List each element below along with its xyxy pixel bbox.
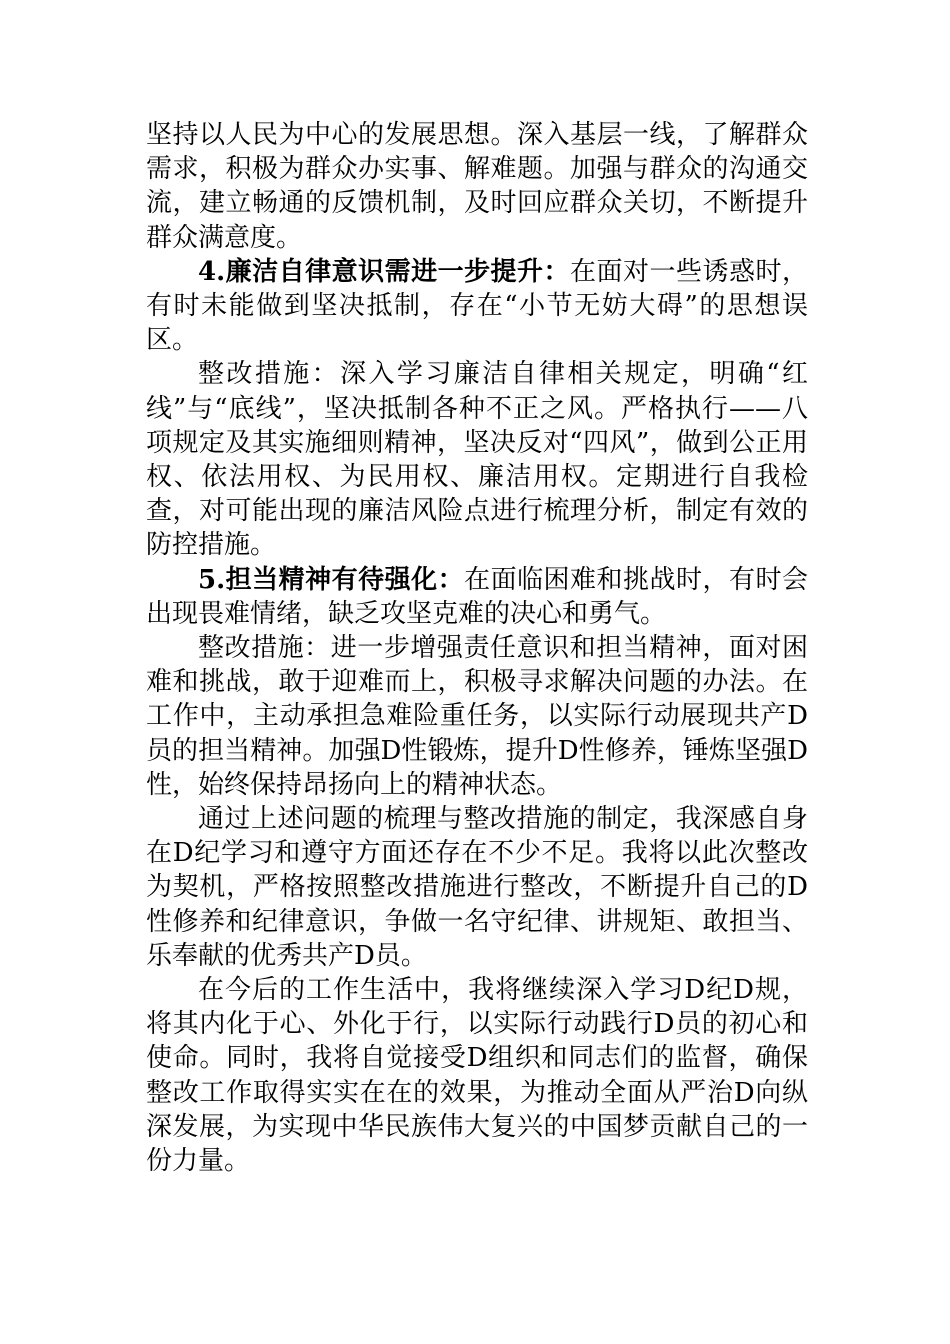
paragraph-text: 通过上述问题的梳理与整改措施的制定，我深感自身在D纪学习和遵守方面还存在不少不足。我将以此次整改为契机，严格按照整改措施进行整改，不断提升自己的D性修养和纪律意识，争做一名守纪律、讲规矩、敢担当、乐奉献的优秀共产D员。 [146,804,808,971]
document-page [146,118,808,1178]
item-5-text: 在面临困难和挑战时，有时会出现畏难情绪，缺乏攻坚克难的决心和勇气。 [146,564,808,629]
paragraph-text: 整改措施：进一步增强责任意识和担当精神，面对困难和挑战，敢于迎难而上，积极寻求解决问题的办法。在工作中，主动承担急难险重任务，以实际行动展现共产D员的担当精神。加强D性锻炼，提升D性修养，锤炼坚强D性，始终保持昂扬向上的精神状态。 [146,633,808,800]
paragraph-summary [146,802,808,973]
paragraph-conclusion [146,973,808,1178]
paragraph-item-5 [146,563,808,631]
paragraph-item-4-measures [146,357,808,562]
paragraph-continuation [146,118,808,255]
item-5-heading: 5.担当精神有待强化： [198,564,465,595]
paragraph-item-5-measures [146,631,808,802]
item-4-heading: 4.廉洁自律意识需进一步提升： [198,256,571,287]
paragraph-text: 坚持以人民为中心的发展思想。深入基层一线，了解群众需求，积极为群众办实事、解难题。加强与群众的沟通交流，建立畅通的反馈机制，及时回应群众关切，不断提升群众满意度。 [146,120,808,253]
paragraph-text: 在今后的工作生活中，我将继续深入学习D纪D规，将其内化于心、外化于行，以实际行动践行D员的初心和使命。同时，我将自觉接受D组织和同志们的监督，确保整改工作取得实实在在的效果，为推动全面从严治D向纵深发展，为实现中华民族伟大复兴的中国梦贡献自己的一份力量。 [146,975,808,1177]
item-4-text: 在面对一些诱惑时，有时未能做到坚决抵制，存在“小节无妨大碍”的思想误区。 [146,256,808,356]
paragraph-text: 整改措施：深入学习廉洁自律相关规定，明确“红线”与“底线”，坚决抵制各种不正之风。严格执行——八项规定及其实施细则精神，坚决反对“四风”，做到公正用权、依法用权、为民用权、廉洁用权。定期进行自我检查，对可能出现的廉洁风险点进行梳理分析，制定有效的防控措施。 [146,359,808,561]
paragraph-item-4 [146,255,808,358]
